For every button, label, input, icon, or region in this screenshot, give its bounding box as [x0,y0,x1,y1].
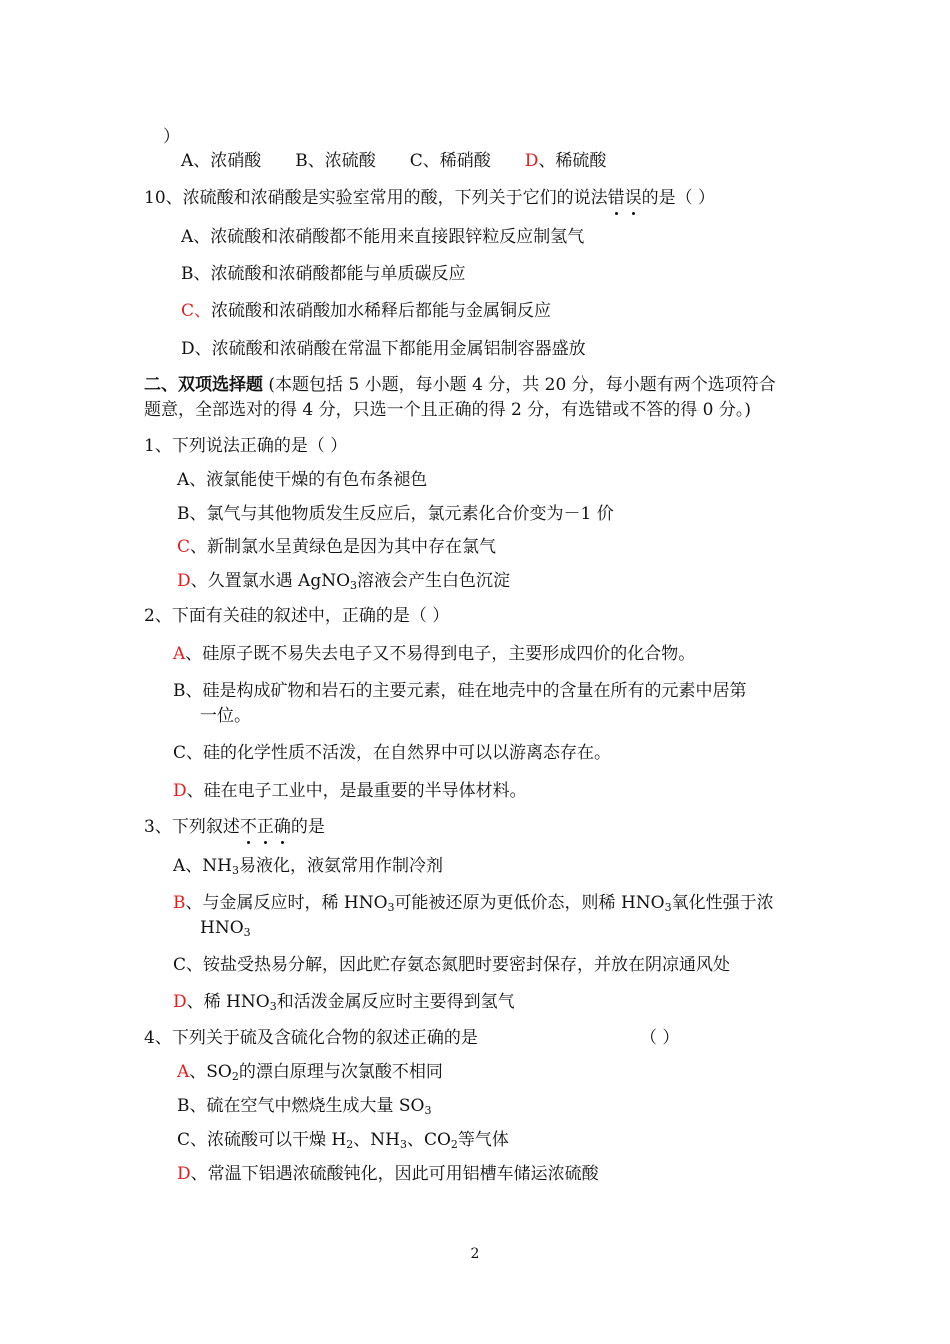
s3-option-b-sub2: 3 [664,901,672,914]
s4-option-d-text: 、常温下铝遇浓硫酸钝化，因此可用铝槽车储运浓硫酸 [190,1164,599,1184]
s4-option-b-text: B、硫在空气中燃烧生成大量 SO [177,1096,425,1116]
section2-title: 二、双项选择题 [144,375,263,395]
q10-option-c-text: 浓硫酸和浓硝酸加水稀释后都能与金属铜反应 [211,301,552,321]
s4-option-b [177,1095,431,1117]
s1-option-a: A、液氯能使干燥的有色布条褪色 [177,470,428,490]
q9-option-c: C、稀硝酸 [409,151,491,171]
s1-option-d-sub: 3 [350,579,358,592]
s4-option-c-sub3: 2 [450,1138,458,1151]
q9-option-a: A、浓硝酸 [181,151,262,171]
s3-option-b-line2 [200,917,251,939]
q9-option-d-text: 、稀硫酸 [538,151,607,171]
s3-option-d-letter: D [173,992,187,1012]
section2-desc-2: 题意，全部选对的得 4 分，只选一个且正确的得 2 分，有选错或不答的得 0 分。) [144,400,752,420]
s2-option-a-letter: A [173,644,186,664]
s4-stem: 4、下列关于硫及含硫化合物的叙述正确的是 [144,1028,478,1048]
s1-option-d-text: 、久置氯水遇 AgNO [190,571,351,591]
s4-option-c-text2: 、NH [353,1130,400,1150]
s1-stem: 1、下列说法正确的是（ ） [144,436,348,456]
s3-stem-tail: 的是 [290,817,325,837]
q10-option-c [181,300,551,322]
s4-option-c-text3: 、CO [406,1130,451,1150]
s4-option-c-sub2: 3 [399,1138,407,1151]
q10-emphasis-2: 误 [624,188,642,208]
s3-option-d-text1: 、稀 HNO [186,992,270,1012]
s3-option-d-text2: 和活泼金属反应时主要得到氢气 [276,992,515,1012]
s1-option-d-text2: 溶液会产生白色沉淀 [357,571,511,591]
s4-option-c-text4: 等气体 [457,1130,509,1150]
s2-option-b-line1: B、硅是构成矿物和岩石的主要元素，硅在地壳中的含量在所有的元素中居第 [173,681,747,701]
q9-options [181,150,606,172]
s4-option-a-sub: 2 [231,1070,239,1083]
s3-option-a-sub: 3 [231,864,239,877]
s4-answer-paren: （ ） [640,1028,680,1048]
section2-desc-1: (本题包括 5 小题，每小题 4 分，共 20 分，每小题有两个选项符合 [263,375,776,395]
q10-option-b: B、浓硫酸和浓硝酸都能与单质碳反应 [181,264,466,284]
s3-stem-text: 3、下列叙述 [144,817,240,837]
s4-option-c-text1: C、浓硫酸可以干燥 H [177,1130,347,1150]
s3-option-b-text2: 可能被还原为更低价态，则稀 HNO [394,893,665,913]
s3-option-d-sub: 3 [269,1000,277,1013]
q10-emphasis-1: 错 [607,188,625,208]
s4-option-c [177,1129,509,1151]
s3-option-b-letter: B [173,893,186,913]
s4-option-c-sub1: 2 [346,1138,354,1151]
q9-option-b: B、浓硫酸 [295,151,376,171]
s3-option-a-text2: 易液化，液氨常用作制冷剂 [238,856,443,876]
s3-option-a-text: A、NH [173,856,232,876]
s2-option-d-text: 、硅在电子工业中，是最重要的半导体材料。 [186,781,527,801]
q10-option-d: D、浓硫酸和浓硝酸在常温下都能用金属铝制容器盛放 [181,339,586,359]
s2-option-d-letter: D [173,781,187,801]
s3-option-b-text1: 、与金属反应时，稀 HNO [185,893,388,913]
s2-option-a-text: 、硅原子既不易失去电子又不易得到电子，主要形成四价的化合物。 [185,644,696,664]
s4-option-a-letter: A [177,1062,190,1082]
s2-option-b-line2: 一位。 [200,706,251,726]
s3-option-a [173,855,443,877]
s4-option-d [177,1163,599,1185]
q10-option-a: A、浓硫酸和浓硝酸都不能用来直接跟锌粒反应制氢气 [181,227,585,247]
s3-option-b-line1 [173,892,774,914]
s3-emphasis-1: 不 [239,817,257,837]
s1-option-c-text: 、新制氯水呈黄绿色是因为其中存在氯气 [190,537,497,557]
q10-stem [144,187,715,209]
s4-option-b-sub: 3 [424,1104,432,1117]
s4-option-a [177,1061,443,1083]
q10-option-c-letter: C、 [181,301,212,321]
q10-stem-tail: 的是（ ） [641,188,716,208]
s2-option-a [173,643,695,665]
s2-option-d [173,780,527,802]
s2-stem: 2、下面有关硅的叙述中，正确的是（ ） [144,606,450,626]
s3-option-b-sub1: 3 [387,901,395,914]
s3-option-c: C、铵盐受热易分解，因此贮存氨态氮肥时要密封保存，并放在阴凉通风处 [173,955,731,975]
s1-option-d-letter: D [177,571,191,591]
page-number: 2 [470,1246,480,1262]
s1-option-c-letter: C [177,537,191,557]
s2-option-c: C、硅的化学性质不活泼，在自然界中可以以游离态存在。 [173,743,612,763]
s4-option-a-text1: 、SO [189,1062,232,1082]
s3-emphasis-2: 正 [256,817,274,837]
s1-option-b: B、氯气与其他物质发生反应后，氯元素化合价变为－1 价 [177,504,614,524]
s3-emphasis-3: 确 [273,817,291,837]
section2-header [144,374,776,396]
q9-closing-paren: ） [163,127,180,147]
s1-option-c [177,536,496,558]
q10-stem-text: 10、浓硫酸和浓硝酸是实验室常用的酸，下列关于它们的说法 [144,188,608,208]
q9-option-d-letter: D [524,151,539,171]
s3-option-d [173,991,515,1013]
s3-stem [144,816,325,838]
s3-option-b-text3: 氧化性强于浓 [671,893,774,913]
s4-option-a-text2: 的漂白原理与次氯酸不相同 [238,1062,443,1082]
s3-option-b-line2-text: HNO [200,918,244,938]
s1-option-d [177,570,510,592]
s4-option-d-letter: D [177,1164,191,1184]
s3-option-b-line2-sub: 3 [243,926,251,939]
